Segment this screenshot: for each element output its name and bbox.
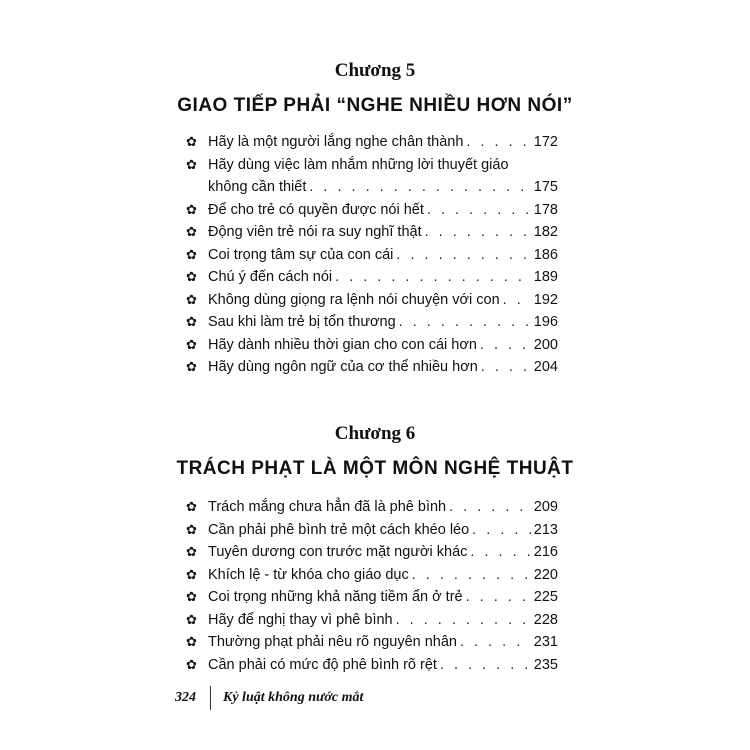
flower-bullet-icon: ✿ — [186, 314, 197, 329]
dot-leader — [460, 631, 531, 654]
toc-entry-page: 172 — [533, 134, 558, 150]
toc-entry-text: Hãy là một người lắng nghe chân thành — [208, 134, 464, 150]
toc-entry-text: Trách mắng chưa hẳn đã là phê bình — [208, 499, 447, 515]
toc-entry-text: không cần thiết — [208, 179, 307, 195]
flower-bullet-icon: ✿ — [186, 611, 197, 627]
toc-entry-text: Cần phải có mức độ phê bình rõ rệt — [208, 656, 437, 673]
dot-leader — [399, 311, 531, 334]
toc-entry-page: 209 — [533, 499, 558, 515]
flower-bullet-icon: ✿ — [186, 201, 197, 217]
toc-entry-row — [208, 631, 558, 654]
toc-entry-page: 178 — [533, 201, 558, 218]
toc-entry-row — [208, 334, 558, 357]
toc-entry-text: Coi trọng tâm sự của con cái — [208, 246, 394, 263]
toc-entry-page: 235 — [533, 656, 558, 673]
chapter-6-label: Chương 6 — [334, 423, 416, 444]
toc-entry-text: Hãy dùng ngôn ngữ của cơ thể nhiều hơn — [208, 359, 478, 375]
toc-entry — [186, 266, 558, 289]
toc-entry-page: 196 — [533, 314, 558, 330]
toc-entry-text: Hãy dành nhiều thời gian cho con cái hơn — [208, 336, 477, 353]
flower-bullet-icon: ✿ — [186, 269, 197, 284]
dot-leader — [466, 131, 530, 154]
toc-entry-page: 231 — [533, 634, 558, 650]
flower-bullet-icon: ✿ — [186, 156, 197, 172]
toc-entry-row — [208, 131, 558, 154]
toc-entry-page: 220 — [533, 566, 558, 583]
chapter-6-title: TRÁCH PHẠT LÀ MỘT MÔN NGHỆ THUẬT — [176, 458, 574, 479]
toc-entry-row — [208, 244, 558, 267]
dot-leader — [472, 519, 531, 542]
flower-bullet-icon: ✿ — [186, 589, 197, 604]
flower-bullet-icon: ✿ — [186, 566, 197, 582]
toc-entry — [186, 609, 558, 632]
toc-entry-page: 186 — [533, 246, 558, 263]
toc-entry — [186, 199, 558, 222]
toc-entry — [186, 131, 558, 154]
toc-entry — [186, 311, 558, 334]
dot-leader — [335, 266, 531, 289]
toc-entry — [186, 564, 558, 587]
dot-leader — [309, 176, 530, 199]
toc-entry-page: 213 — [533, 521, 558, 538]
dot-leader — [425, 221, 531, 244]
toc-entry-text-line1: Hãy dùng việc làm nhắm những lời thuyết giáo — [208, 156, 509, 173]
page-footer — [175, 687, 363, 709]
flower-bullet-icon: ✿ — [186, 499, 197, 514]
toc-entry — [186, 496, 558, 519]
flower-bullet-icon: ✿ — [186, 656, 197, 672]
flower-bullet-icon: ✿ — [186, 544, 197, 559]
toc-entry — [186, 586, 558, 609]
toc-entry-row — [208, 221, 558, 244]
footer-divider — [210, 686, 211, 710]
toc-entry-row — [208, 564, 558, 587]
toc-entry-text: Động viên trẻ nói ra suy nghĩ thật — [208, 224, 422, 240]
toc-entry-text: Coi trọng những khả năng tiềm ẩn ở trẻ — [208, 589, 463, 605]
flower-bullet-icon: ✿ — [186, 246, 197, 262]
toc-entry — [186, 654, 558, 677]
toc-entry-page: 204 — [533, 359, 558, 375]
dot-leader — [412, 564, 531, 587]
page-number: 324 — [175, 690, 196, 705]
flower-bullet-icon: ✿ — [186, 224, 197, 239]
toc-entry-text: Cần phải phê bình trẻ một cách khéo léo — [208, 521, 470, 538]
toc-entry — [186, 244, 558, 267]
toc-entry-page: 216 — [533, 544, 558, 560]
toc-entry-text: Khích lệ - từ khóa cho giáo dục — [208, 566, 409, 583]
toc-entry-row — [208, 289, 558, 312]
toc-entry-row — [208, 654, 558, 677]
toc-entry — [186, 154, 558, 199]
toc-entry-row — [208, 199, 558, 222]
dot-leader — [470, 541, 530, 564]
toc-entry-row — [208, 356, 558, 379]
dot-leader — [427, 199, 531, 222]
toc-entry-row — [208, 541, 558, 564]
chapter-6-toc — [186, 496, 558, 676]
dot-leader — [481, 356, 531, 379]
toc-entry — [186, 356, 558, 379]
toc-entry — [186, 519, 558, 542]
toc-entry — [186, 541, 558, 564]
chapter-5-toc — [186, 131, 558, 379]
toc-entry-text: Không dùng giọng ra lệnh nói chuyện với con — [208, 291, 500, 308]
dot-leader — [503, 289, 531, 312]
toc-entry — [186, 334, 558, 357]
toc-entry-page: 225 — [533, 589, 558, 605]
toc-entry-row — [208, 496, 558, 519]
toc-entry — [186, 221, 558, 244]
toc-entry-page: 228 — [533, 611, 558, 628]
toc-entry-row — [208, 519, 558, 542]
flower-bullet-icon: ✿ — [186, 359, 197, 374]
toc-entry-row — [208, 609, 558, 632]
flower-bullet-icon: ✿ — [186, 634, 197, 649]
toc-entry-row — [208, 586, 558, 609]
flower-bullet-icon: ✿ — [186, 134, 197, 149]
dot-leader — [440, 654, 531, 677]
toc-entry-text: Sau khi làm trẻ bị tổn thương — [208, 314, 396, 330]
toc-entry — [186, 289, 558, 312]
chapter-5-title: GIAO TIẾP PHẢI “NGHE NHIỀU HƠN NÓI” — [177, 95, 573, 116]
toc-entry-text: Thường phạt phải nêu rõ nguyên nhân — [208, 634, 457, 650]
dot-leader — [480, 334, 531, 357]
toc-entry-row — [208, 266, 558, 289]
toc-entry-row — [208, 176, 558, 199]
toc-entry-page: 182 — [533, 224, 558, 240]
toc-entry-row — [208, 311, 558, 334]
toc-entry-page: 192 — [533, 291, 558, 308]
flower-bullet-icon: ✿ — [186, 521, 197, 537]
flower-bullet-icon: ✿ — [186, 291, 197, 307]
dot-leader — [396, 609, 531, 632]
toc-entry-page: 175 — [533, 179, 558, 195]
toc-entry-page: 189 — [533, 269, 558, 285]
toc-entry-text: Tuyên dương con trước mặt người khác — [208, 544, 468, 560]
book-title: Kỷ luật không nước mắt — [223, 690, 364, 705]
dot-leader — [396, 244, 530, 267]
toc-entry-text: Hãy để nghị thay vì phê bình — [208, 611, 393, 628]
toc-entry-text: Để cho trẻ có quyền được nói hết — [208, 201, 424, 218]
chapter-5-label: Chương 5 — [334, 60, 416, 81]
dot-leader — [449, 496, 531, 519]
toc-entry-page: 200 — [533, 336, 558, 353]
toc-entry — [186, 631, 558, 654]
dot-leader — [466, 586, 531, 609]
toc-entry-text: Chú ý đến cách nói — [208, 269, 333, 285]
flower-bullet-icon: ✿ — [186, 336, 197, 352]
